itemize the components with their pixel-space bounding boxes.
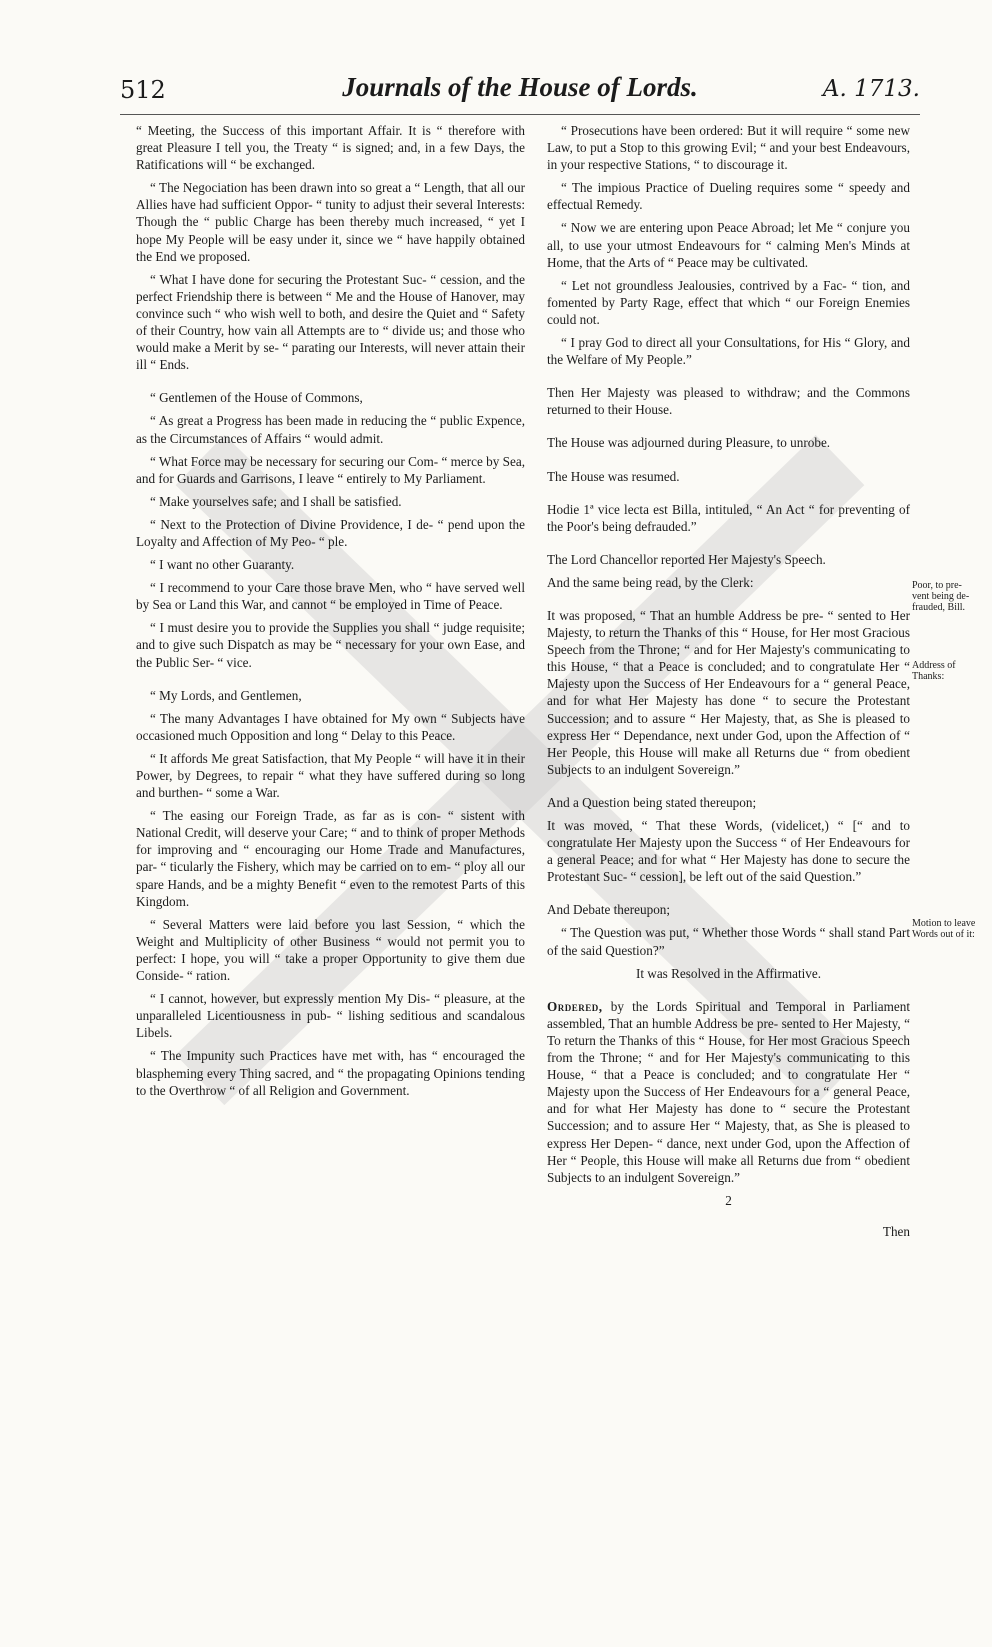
- year-label: A. 1713.: [822, 76, 920, 102]
- paragraph: “ As great a Progress has been made in reducing the “ public Expence, as the Circumstances of Affairs “ would admit.: [136, 413, 525, 446]
- header-rule: [120, 114, 920, 115]
- paragraph: “ The Question was put, “ Whether those Words “ shall stand Part of the said Question?”: [547, 925, 910, 958]
- paragraph: “ Let not groundless Jealousies, contrived by a Fac- “ tion, and fomented by Party Rage, effect that which “ our Foreign Enemies could not.: [547, 277, 910, 327]
- paragraph: “ The many Advantages I have obtained for My own “ Subjects have occasioned much Opposition and long “ Delay to this Peace.: [136, 710, 525, 743]
- ordered-label: Ordered,: [547, 998, 603, 1014]
- paragraph: It was proposed, “ That an humble Address be pre- “ sented to Her Majesty, to return the Thanks of this “ House, for Her most Gracious Speech from the Throne; “ and for Her Majesty's communicating to this House, “ that a Peace is concluded; and to congratulate Her “ Majesty upon the Success of Her Endeavours for a “ general Peace, and for what Her Majesty has done “ to secure the Protestant Succession; and to assure “ Her Majesty, that, as She is pleased to express Her “ Dependance, next under God, upon the Affection of “ Her People, this House will make all Returns due “ from obedient Subjects to an indulgent Sovereign.”: [547, 607, 910, 777]
- paragraph: “ Prosecutions have been ordered: But it will require “ some new Law, to put a Stop to this growing Evil; “ and your best Endeavours, in your respective Stations, “ to discourage it.: [547, 123, 910, 173]
- paragraph: “ The Negociation has been drawn into so great a “ Length, that all our Allies have had sufficient Oppor- “ tunity to adjust their several Interests: Though the “ public Charge has been thereby much increased, “ yet I hope My People will be easy under it, since we “ have happily obtained the End we proposed.: [136, 180, 525, 264]
- left-column: [136, 122, 525, 1105]
- paragraph: And the same being read, by the Clerk:: [547, 574, 754, 590]
- right-column: [547, 122, 910, 1240]
- paragraph: “ I pray God to direct all your Consultations, for His “ Glory, and the Welfare of My People.”: [547, 335, 910, 368]
- paragraph: “ What I have done for securing the Protestant Suc- “ cession, and the perfect Friendship there is between “ Me and the House of Hanover, may convince such “ who wish well to both, and desire the Quiet and “ Safety of their Country, how vain all Attempts are to “ divide us; and those who would make a Merit by se- “ parating our Interests, will never attain their ill “ Ends.: [136, 271, 525, 373]
- paragraph: It was moved, “ That these Words, (videlicet,) “ [“ and to congratulate Her Majesty upon the Success “ of Her Endeavours for a general Peace; and for what “ Her Majesty has done to secure the Protestant Suc- “ cession], be left out of the said Question.”: [547, 818, 910, 885]
- running-title: Journals of the House of Lords.: [342, 72, 698, 102]
- resolution: It was Resolved in the Affirmative.: [635, 965, 822, 981]
- salutation: “ Gentlemen of the House of Commons,: [150, 390, 363, 406]
- paragraph: “ I recommend to your Care those brave Men, who “ have served well by Sea or Land this War, and cannot “ be employed in Time of Peace.: [136, 580, 525, 613]
- paragraph: “ Next to the Protection of Divine Providence, I de- “ pend upon the Loyalty and Affection of My Peo- “ ple.: [136, 516, 525, 549]
- paragraph: “ Make yourselves safe; and I shall be satisfied.: [150, 493, 402, 509]
- paragraph: Then Her Majesty was pleased to withdraw; and the Commons returned to their House.: [547, 385, 910, 418]
- paragraph: “ I want no other Guaranty.: [150, 557, 295, 573]
- page-number: 512: [120, 76, 166, 104]
- paragraph: “ It affords Me great Satisfaction, that My People “ will have it in their Power, by Degrees, to repair “ what they have suffered during so long and burthen- “ some a War.: [136, 750, 525, 801]
- paragraph: “ The impious Practice of Dueling requires some “ speedy and effectual Remedy.: [547, 180, 910, 213]
- paragraph: “ Several Matters were laid before you last Session, “ which the Weight and Multiplicity of other Business “ would not permit you to perfect: I hope, you will “ take a proper Opportunity to give them due Conside- “ ration.: [136, 916, 525, 984]
- margin-note-motion: Motion to leave Words out of it:: [912, 918, 976, 940]
- paragraph: The House was adjourned during Pleasure, to unrobe.: [547, 435, 831, 451]
- paragraph: “ I cannot, however, but expressly mention My Dis- “ pleasure, at the unparalleled Licentiousness in pub- “ lishing seditious and scandalous Libels.: [136, 991, 525, 1041]
- paragraph: The Lord Chancellor reported Her Majesty's Speech.: [547, 551, 826, 567]
- margin-note-address: Address of Thanks:: [912, 660, 956, 682]
- margin-note-poor-bill: Poor, to pre- vent being de- frauded, Bill.: [912, 580, 970, 613]
- paragraph: “ Now we are entering upon Peace Abroad; let Me “ conjure you all, to use your utmost Endeavours for “ calming Men's Minds at Home, that the Arts of “ Peace may be cultivated.: [547, 220, 910, 270]
- paragraph: And a Question being stated thereupon;: [547, 794, 757, 810]
- salutation: “ My Lords, and Gentlemen,: [150, 687, 302, 703]
- paragraph: “ I must desire you to provide the Supplies you shall “ judge requisite; and to give such Dispatch as may be “ necessary for your own Ease, and the Public Ser- “ vice.: [136, 620, 525, 670]
- ordered-text: by the Lords Spiritual and Temporal in Parliament assembled, That an humble Address be pre- sented to Her Majesty, “ To return the Thanks of this “ House, for Her most Gracious Speech from the Throne; “ and for Her Majesty's communicating to this House, “ that a Peace is concluded; and to congratulate Her “ Majesty upon the Success of Her Endeavours for a “ general Peace, and for what Her Majesty has done to “ secure the Protestant Succession; and to assure Her “ Majesty, that, as She is pleased to express Her Depen- “ dance, next under God, upon the Affection of Her “ People, this House will make all Returns due from “ obedient Subjects to an indulgent Sovereign.”: [547, 998, 910, 1185]
- running-header: [120, 72, 920, 112]
- paragraph: “ The Impunity such Practices have met with, has “ encouraged the blaspheming every Thing sacred, and “ the propagating Opinions tending to the Overthrow “ of all Religion and Government.: [136, 1048, 525, 1098]
- ordered-paragraph: [547, 998, 910, 1186]
- signature-mark: 2: [725, 1192, 732, 1208]
- paragraph: “ What Force may be necessary for securing our Com- “ merce by Sea, and for Guards and Garrisons, I leave “ entirely to My Parliament.: [136, 453, 525, 486]
- paragraph: The House was resumed.: [547, 468, 680, 484]
- catchword: Then: [882, 1223, 910, 1239]
- paragraph: “ The easing our Foreign Trade, as far as is con- “ sistent with National Credit, will deserve your Care; “ and to think of proper Methods for improving and “ encouraging our Home Trade and Manufactures, par- “ ticularly the Fishery, which may be carried on to em- “ ploy all our spare Hands, and be a mighty Benefit “ even to the remotest Parts of this Kingdom.: [136, 808, 525, 909]
- bill-entry: Hodie 1ª vice lecta est Billa, intituled, “ An Act “ for preventing of the Poor's being defrauded.”: [547, 501, 910, 534]
- paragraph: And Debate thereupon;: [547, 902, 671, 918]
- paragraph: “ Meeting, the Success of this important Affair. It is “ therefore with great Pleasure I tell you, the Treaty “ is signed; and, in a few Days, the Ratifications will “ be exchanged.: [136, 123, 525, 173]
